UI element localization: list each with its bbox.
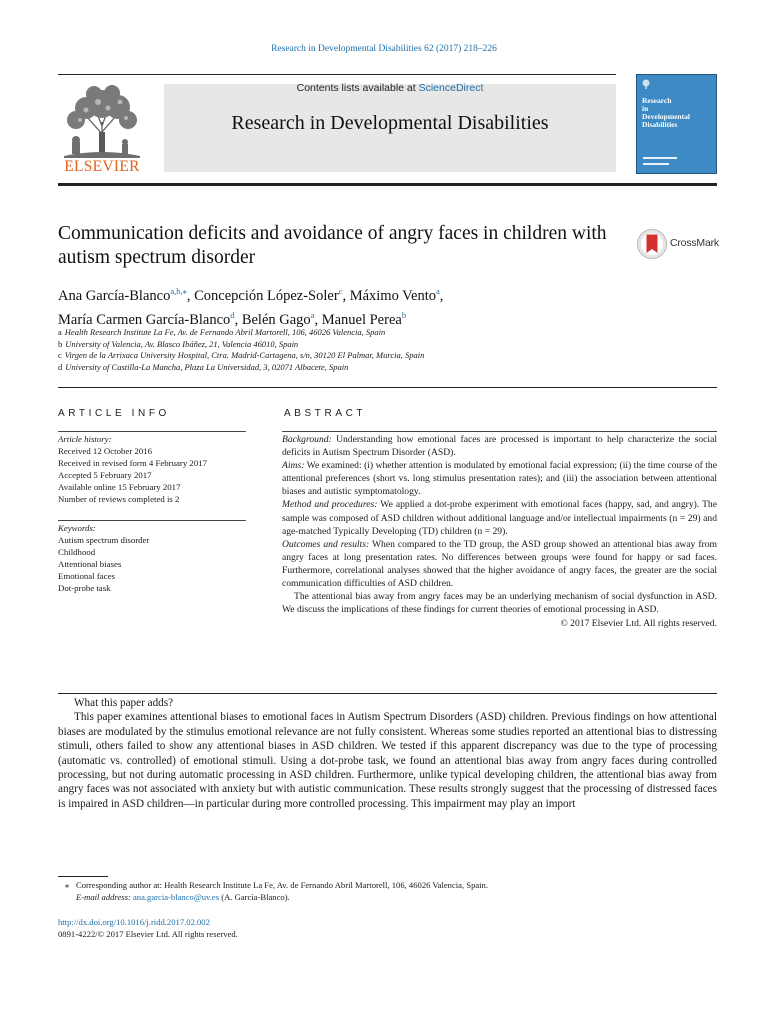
affiliation-text: Virgen de la Arrixaca University Hospital, Ctra. Madrid-Cartagena, s/n, 30120 El Palmar, Murcia, Spain [64,350,425,361]
cover-tree-icon [641,79,651,89]
history-item: Received 12 October 2016 [58,445,153,456]
footnote-line [58,879,718,891]
email-link[interactable]: ana.garcia-blanco@uv.es [132,892,220,902]
affiliation [58,339,698,351]
author[interactable] [321,309,407,328]
history-item: Received in revised form 4 February 2017 [58,457,208,468]
footnote-text: Corresponding author at: Health Research Institute La Fe, Av. de Fernando Abril Martorell, 106, 46026 Valencia, Spain. [76,880,489,890]
author-name: Belén Gago [241,311,311,328]
history-item: Available online 15 February 2017 [58,481,181,492]
abstract-label: Aims: [282,460,305,472]
cover-title-line: Developmental [642,112,690,121]
abstract-label: Background: [282,434,332,445]
affiliation-list [58,327,698,373]
email-label: E-mail address: [76,892,131,902]
affiliation [58,327,698,339]
header-rule-top [58,74,616,75]
cover-bar [643,157,677,159]
doi-link[interactable]: http://dx.doi.org/10.1016/j.ridd.2017.02.002 [58,917,210,927]
author[interactable] [58,288,187,304]
abstract-label: Method and procedures: [282,499,378,511]
article-info-rule [58,431,246,432]
author-name: Ana García-Blanco [58,287,171,304]
affiliation-key: b [58,338,63,349]
abstract-outcomes [282,538,717,590]
footnote-rule [58,876,108,877]
adds-heading: What this paper adds? [74,697,174,709]
cover-title [642,97,714,129]
author-affil-sup[interactable]: b [401,309,407,320]
author-sep: , [342,287,350,304]
cover-bar [643,163,669,165]
keywords-rule [58,520,246,521]
what-this-paper-adds [58,696,717,811]
adds-body: This paper examines attentional biases to emotional faces in Autism Spectrum Disorders (ASD) children. Previous findings on how attentional biases are modulated by the stimulus emotional relevance are not fully consistent. Whereas some studies reported an attentional bias to distressing stimuli, others failed to show any attentional biases in ASD children. We tested if this apparent discrepancy was due to the type of processing (automatic vs. controlled) of emotional stimuli. Using a dot-probe task, we found an attentional bias away from angry faces during controlled processing, but not during automatic processing in ASD children. Furthermore, unlike typical developing children, the attentional bias away from angry faces was not associated with anxiety but with autistic communication. These results strongly suggest that the processing of distressed faces is impaired in ASD children—in particular during more controlled processing. This impairment may play an import [58,711,717,810]
author-affil-sup[interactable]: c [338,286,343,296]
footnote-marker: ⁎ [64,880,70,890]
author[interactable] [58,309,235,328]
affiliation-key: c [58,350,62,361]
author-name: Concepción López-Soler [194,287,339,304]
author-name: Manuel Perea [321,311,402,328]
crossmark-icon [636,228,670,260]
cover-title-line: Disabilities [642,120,678,129]
affiliation-text: University of Valencia, Av. Blasco Ibáñez, 21, Valencia 46010, Spain [65,338,299,349]
abstract-copyright: © 2017 Elsevier Ltd. All rights reserved. [560,618,717,630]
keyword: Emotional faces [58,570,115,581]
history-label: Article history: [58,434,112,444]
keyword: Childhood [58,546,96,557]
section-divider [58,387,717,388]
author[interactable] [350,288,440,304]
abstract-text: When compared to the TD group, the ASD group showed an attentional bias away from angry faces at long presentation rates. No differences between groups were found for happy or sad faces. Furthermore, correlational analyses showed that the higher avoidance of angry faces, the greater are the social communication difficulties of ASD children. [282,538,717,590]
cover-title-line: in [642,104,649,113]
adds-divider [58,693,717,694]
abstract-heading: ABSTRACT [284,408,367,419]
corresponding-author-footnote [58,879,718,903]
author-name: Máximo Vento [349,287,437,304]
affiliation [58,362,698,374]
abstract-method [282,498,717,537]
keyword: Dot-probe task [58,582,111,593]
author-affil-sup[interactable]: d [230,309,235,320]
abstract-label: Outcomes and results: [282,538,370,550]
author-affil-sup[interactable]: a [310,309,315,320]
article-history [58,434,248,505]
abstract-aims [282,459,717,498]
abstract-conclusion: The attentional bias away from angry faces may be an underlying mechanism of social dysfunction in ASD. We discuss the implications of these findings for current theories of emotional processing in ASD. [282,591,717,616]
publisher-wordmark: ELSEVIER [64,158,140,175]
journal-citation[interactable]: Research in Developmental Disabilities 62 (2017) 218–226 [271,44,497,54]
footnote-email-line [58,891,718,903]
affiliation [58,350,698,362]
author[interactable] [194,288,342,304]
sciencedirect-link[interactable]: ScienceDirect [418,82,484,94]
journal-cover-thumbnail[interactable] [636,74,717,174]
abstract-rule [282,431,717,432]
header-rule-bottom [58,183,717,186]
author-affil-sup[interactable]: a [436,286,440,296]
history-item: Number of reviews completed is 2 [58,493,180,504]
affiliation-key: a [58,327,62,337]
keyword-list [58,523,248,594]
abstract-text: Understanding how emotional faces are processed is important to help characterize the social deficits in Autism Spectrum Disorder (ASD). [282,434,717,459]
author-sep: , [234,311,242,328]
crossmark-badge[interactable] [636,228,726,260]
author-sep: , [314,311,322,328]
keyword: Attentional biases [58,558,122,569]
author-sep: , [439,287,444,304]
abstract-body [282,433,717,630]
author-affil-sup[interactable]: a,b,⁎ [170,286,187,296]
email-suffix: (A. García-Blanco). [219,892,290,902]
contents-line [164,82,616,94]
article-title: Communication deficits and avoidance of angry faces in children with autism spectrum disorder [58,223,607,268]
author[interactable] [241,309,315,328]
crossmark-label: CrossMark [670,237,719,249]
affiliation-key: d [58,361,63,372]
author-list [58,282,618,330]
keywords-label: Keywords: [58,523,96,533]
doi-line [58,916,210,928]
abstract-text: We examined: (i) whether attention is modulated by emotional facial expression; (ii) the time course of the attentional preferences (short vs. long stimulus presentation rates); and (iii) the association between attentional biases and autistic symptomatology. [282,460,717,498]
history-item: Accepted 5 February 2017 [58,469,152,480]
author-sep: , [186,287,195,304]
abstract-background [282,433,717,459]
cover-title-line: Research [642,96,672,105]
affiliation-text: Health Research Institute La Fe, Av. de Fernando Abril Martorell, 106, 46026 Valencia, Spain [64,327,386,337]
article-info-heading: ARTICLE INFO [58,408,170,419]
affiliation-text: University of Castilla-La Mancha, Plaza La Universidad, 3, 02071 Albacete, Spain [65,361,349,372]
keyword: Autism spectrum disorder [58,534,150,545]
author-name: María Carmen García-Blanco [58,311,231,328]
issn-line: 0891-4222/© 2017 Elsevier Ltd. All rights reserved. [58,929,238,939]
contents-prefix: Contents lists available at [296,82,419,94]
journal-name[interactable]: Research in Developmental Disabilities [231,112,549,134]
abstract-text: We applied a dot-probe experiment with emotional faces (happy, sad, and angry). The sample was composed of ASD children without additional language and/or intellectual impairments (n = 29) and age-matched Typically Developing (TD) children (n = 29). [282,499,717,537]
